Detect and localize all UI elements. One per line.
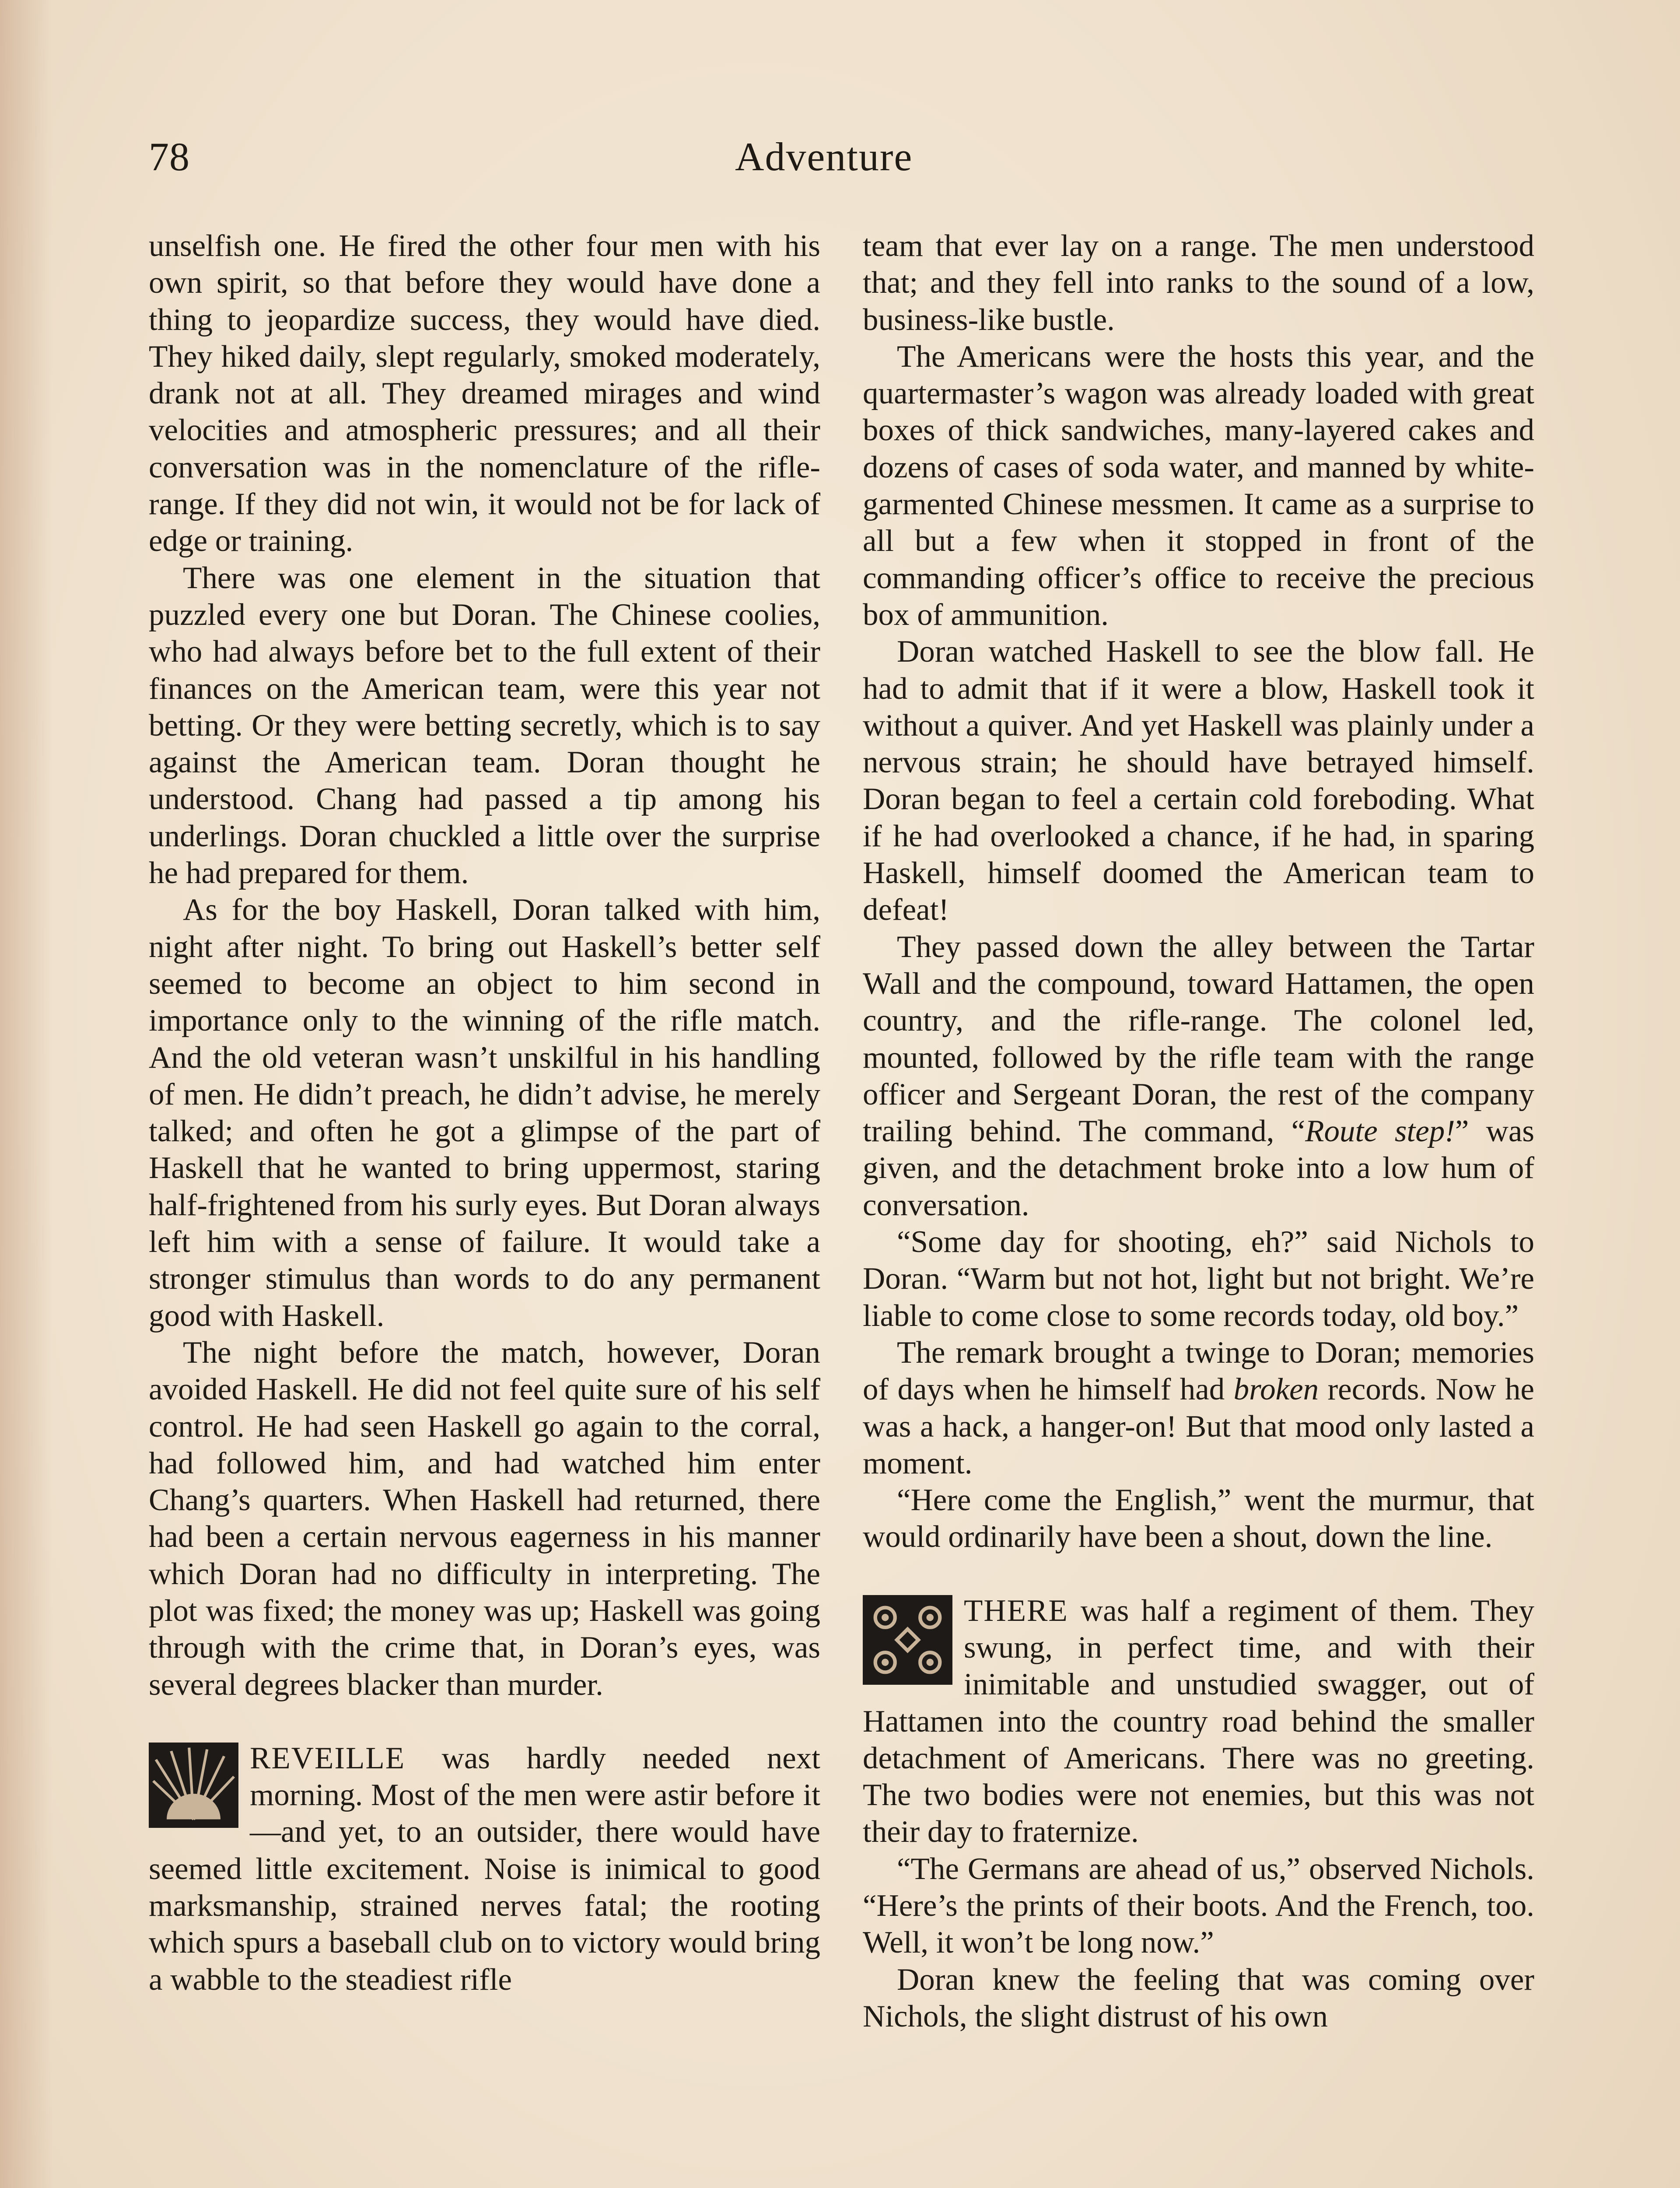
sunburst-ornament-icon — [149, 1743, 238, 1828]
paragraph: team that ever lay on a range. The men understood that; and they fell into ranks to the sound of a low, business-like bustle. — [863, 229, 1534, 337]
paragraph: Doran knew the feeling that was coming over Nichols, the slight distrust of his own — [863, 1962, 1534, 2034]
paragraph-text: ” was given, and the detachment broke into a low hum of conversation. — [863, 1114, 1534, 1222]
page-edge-shadow — [0, 0, 52, 2188]
paragraph: unselfish one. He fired the other four men with his own spirit, so that before they would have done a thing to jeopardize success, they would have died. They hiked daily, slept regularly, smoked moderately, drank not at all. They dreamed mirages and wind velocities and atmospheric pressures; and all their conversation was in the nomenclature of the rifle-range. If they did not win, it would not be for lack of edge or training. — [149, 229, 820, 558]
paragraph: Doran watched Haskell to see the blow fall. He had to admit that if it were a blow, Haskell took it without a quiver. And yet Haskell was plainly under a nervous strain; he should have betrayed himself. Doran began to feel a certain cold foreboding. What if he had overlooked a chance, if he had, in sparing Haskell, himself doomed the American team to defeat! — [863, 635, 1534, 927]
paragraph: The night before the match, however, Doran avoided Haskell. He did not feel quite sure of his self control. He had seen Haskell go again to the corral, had followed him, and had watched him enter Chang’s quarters. When Haskell had returned, there had been a certain nervous eagerness in his manner which Doran had no difficulty in interpreting. The plot was fixed; the money was up; Haskell was going through with the crime that, in Doran’s eyes, was several degrees blacker than murder. — [149, 1335, 820, 1702]
paragraph: There was one element in the situation that puzzled every one but Doran. The Chinese coolies, who had always before bet to the full extent of their finances on the American team, were this year not betting. Or they were betting secretly, which is to say against the American team. Doran thought he understood. Chang had passed a tip among his underlings. Doran chuckled a little over the surprise he had prepared for them. — [149, 561, 820, 891]
paragraph-text: They passed down the alley between the Tartar Wall and the compound, toward Hattamen, the open country, and the rifle-range. The colonel led, mounted, followed by the rifle team with the range officer and Sergeant Doran, the rest of the company trailing behind. The command, “ — [863, 929, 1534, 1149]
section-break — [149, 1703, 820, 1740]
right-column — [863, 228, 1534, 2035]
paragraph: As for the boy Haskell, Doran talked with him, night after night. To bring out Haskell’s better self seemed to become an object to him second in importance only to the winning of the rifle match. And the old veteran wasn’t unskilful in his handling of men. He didn’t preach, he didn’t advise, he merely talked; and often he got a glimpse of the part of Haskell that he wanted to bring uppermost, staring half-frightened from his surly eyes. But Doran always left him with a sense of failure. It would take a stronger stimulus than words to do any permanent good with Haskell. — [149, 893, 820, 1333]
paragraph: “Some day for shooting, eh?” said Nichols to Doran. “Warm but not hot, light but not bright. We’re liable to come close to some records today, old boy.” — [863, 1225, 1534, 1333]
paragraph: The Americans were the hosts this year, and the quartermaster’s wagon was already loaded with great boxes of thick sandwiches, many-layered cakes and dozens of cases of soda water, and manned by white-garmented Chinese messmen. It came as a surprise to all but a few when it stopped in front of the commanding officer’s office to receive the precious box of ammunition. — [863, 339, 1534, 632]
page-number: 78 — [149, 134, 190, 179]
paragraph-text: records. Now he was a hack, a hanger-on! But that mood only lasted a moment. — [863, 1372, 1534, 1480]
pattern-ornament-icon — [863, 1595, 952, 1685]
section-lead-word: THERE — [964, 1593, 1068, 1628]
paragraph — [863, 929, 1534, 1224]
section-opening-paragraph — [863, 1592, 1534, 1851]
section-text: was half a regiment of them. They swung, in perfect time, and with their inimitable and unstudied swagger, out of Hattamen into the country road behind the smaller detachment of Americans. There was no greeting. The two bodies were not enemies, but this was not their day to fraternize. — [863, 1593, 1534, 1849]
italic-word: broken — [1233, 1372, 1319, 1407]
paragraph-text: The remark brought a twinge to Doran; memories of days when he himself had — [863, 1335, 1534, 1407]
section-text: was hardly needed next morning. Most of the men were astir before it—and yet, to an outsider, there would have seemed little excitement. Noise is inimical to good marksmanship, strained nerves fatal; the rooting which spurs a baseball club on to victory would bring a wabble to the steadiest rifle — [149, 1741, 820, 1997]
section-opening-paragraph — [149, 1740, 820, 1998]
section-break — [863, 1556, 1534, 1592]
paragraph: “The Germans are ahead of us,” observed Nichols. “Here’s the prints of their boots. And the French, too. Well, it won’t be long now.” — [863, 1851, 1534, 1960]
running-head: Adventure — [735, 134, 913, 179]
left-column — [149, 228, 820, 1998]
paragraph: “Here come the English,” went the murmur, that would ordinarily have been a shout, down the line. — [863, 1483, 1534, 1554]
section-lead-word: REVEILLE — [250, 1741, 406, 1775]
paragraph — [863, 1334, 1534, 1482]
italic-command: Route step! — [1305, 1114, 1455, 1149]
